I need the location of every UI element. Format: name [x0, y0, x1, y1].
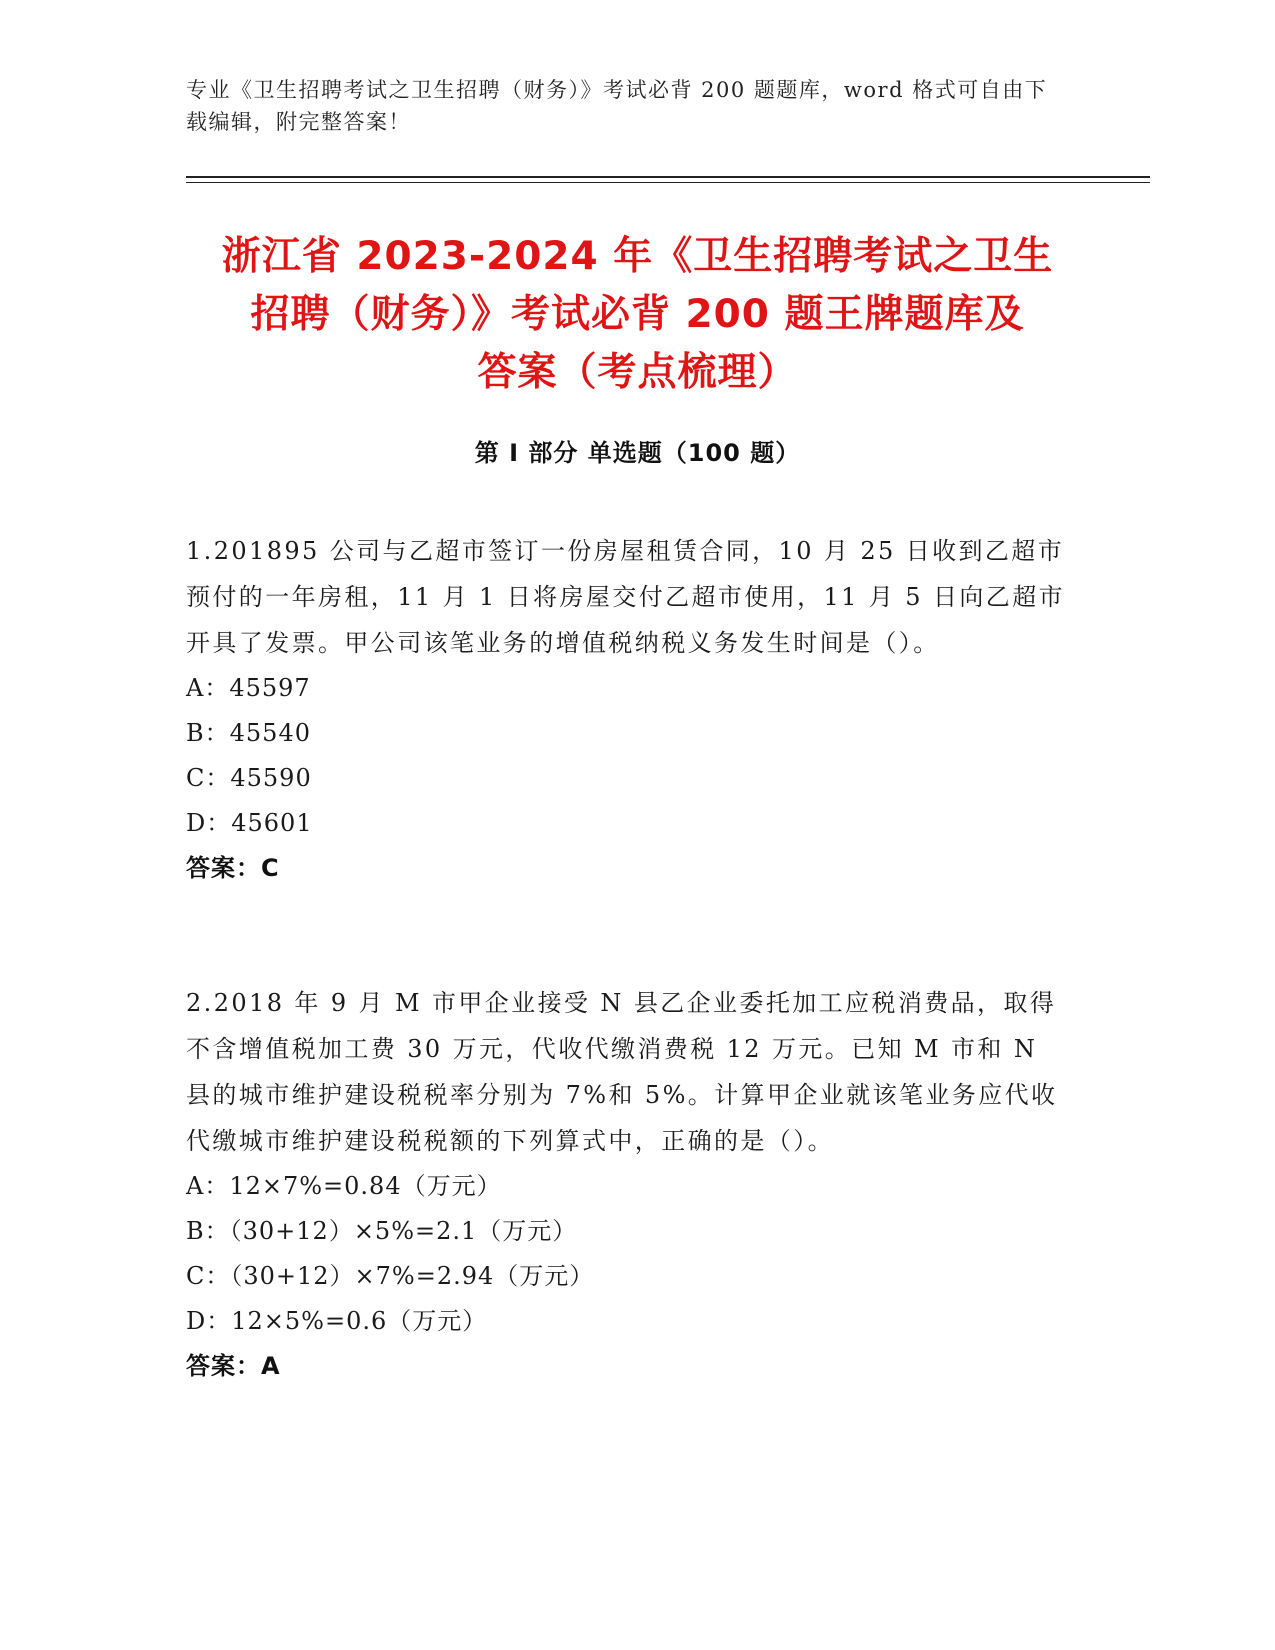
option-b: B：（30+12）×5%=2.1（万元） — [186, 1217, 578, 1245]
question-stem: 2.2018 年 9 月 M 市甲企业接受 N 县乙企业委托加工应税消费品，取得不含增值税加工费 30 万元，代收代缴消费税 12 万元。已知 M 市和 N 县的城市维护建设税税率分别为 7%和 5%。计算甲企业就该笔业务应代收代缴城市维护建设税税额的下列算式中，正确的是（）。 — [186, 989, 1058, 1155]
option-a: A：12×7%=0.84（万元） — [186, 1172, 502, 1200]
answer-line: 答案：C — [186, 854, 280, 882]
option-d: D：45601 — [186, 809, 313, 837]
header-divider-thin — [186, 182, 1150, 183]
header-note: 专业《卫生招聘考试之卫生招聘（财务）》考试必背 200 题题库，word 格式可自由下载编辑，附完整答案！ — [186, 78, 1048, 134]
answer-line: 答案：A — [186, 1352, 281, 1380]
header-divider-thick — [186, 176, 1150, 178]
title-line-2: 招聘（财务）》考试必背 200 题王牌题库及 — [250, 292, 1025, 337]
question-1 — [186, 528, 1066, 891]
option-b: B：45540 — [186, 719, 311, 747]
option-c: C：45590 — [186, 764, 312, 792]
option-d: D：12×5%=0.6（万元） — [186, 1307, 488, 1335]
title-line-1: 浙江省 2023-2024 年《卫生招聘考试之卫生 — [221, 234, 1054, 279]
question-stem: 1.201895 公司与乙超市签订一份房屋租赁合同，10 月 25 日收到乙超市预付的一年房租，11 月 1 日将房屋交付乙超市使用，11 月 5 日向乙超市开具了发票。甲公司该笔业务的增值税纳税义务发生时间是（）。 — [186, 537, 1065, 657]
option-a: A：45597 — [186, 674, 311, 702]
question-2 — [186, 980, 1066, 1389]
title-line-3: 答案（考点梳理） — [477, 350, 798, 395]
option-c: C：（30+12）×7%=2.94（万元） — [186, 1262, 595, 1290]
document-title — [150, 228, 1125, 402]
section-heading: 第 I 部分 单选题（100 题） — [474, 439, 801, 467]
